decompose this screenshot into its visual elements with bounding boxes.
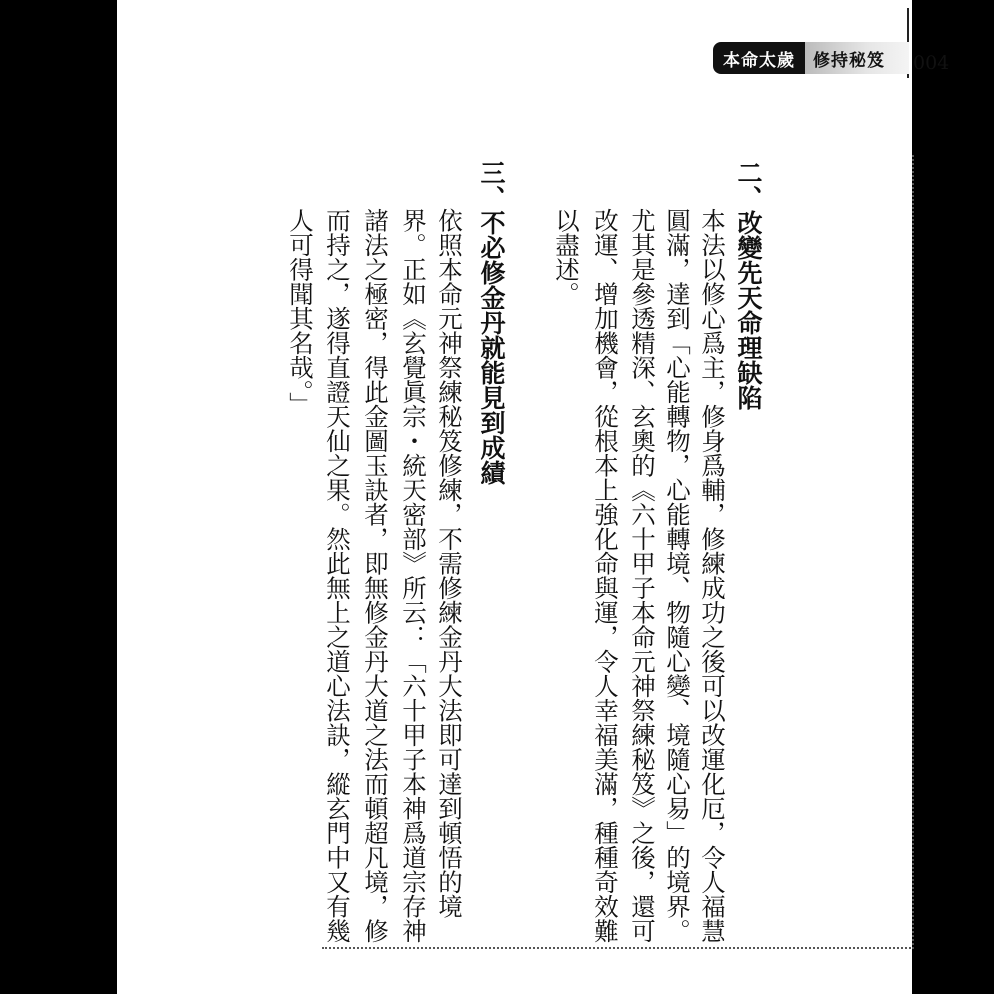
page-number: 004	[913, 52, 950, 74]
section2-line-4: 改運、增加機會，從根本上強化命與運，令人幸福美滿，種種奇效難	[591, 208, 620, 943]
section2-line-1: 本法以修心爲主，修身爲輔，修練成功之後可以改運化厄，令人福慧	[698, 208, 727, 943]
section3-line-2: 界。正如《玄覺眞宗・統天密部》所云：「六十甲子本神爲道宗存神	[399, 208, 428, 943]
section2-line-3: 尤其是參透精深、玄奧的《六十甲子本命元神祭練秘笈》之後，還可	[628, 208, 657, 943]
section2-line-5: 以盡述。	[552, 208, 581, 306]
section3-line-5: 人可得聞其名哉。」	[286, 208, 315, 417]
section3-line-4: 而持之，遂得直證天仙之果。然此無上之道心法訣，縱玄門中又有幾	[323, 208, 352, 943]
section3-line-1: 依照本命元神祭練秘笈修練，不需修練金丹大法即可達到頓悟的境	[435, 208, 464, 919]
section3-line-3: 諸法之極密，得此金圖玉訣者，即無修金丹大道之法而頓超凡境，修	[361, 208, 390, 943]
running-header	[713, 42, 909, 74]
series-title: 本命太歲	[713, 42, 805, 74]
book-page	[117, 0, 950, 994]
section2-line-2: 圓滿，達到「心能轉物，心能轉境、物隨心變、境隨心易」的境界。	[663, 208, 692, 943]
book-title: 修持秘笈	[805, 42, 909, 74]
section-heading-2: 二、改變先天命理缺陷	[734, 160, 763, 410]
section-heading-3: 三、不必修金丹就能見到成績	[477, 160, 506, 485]
